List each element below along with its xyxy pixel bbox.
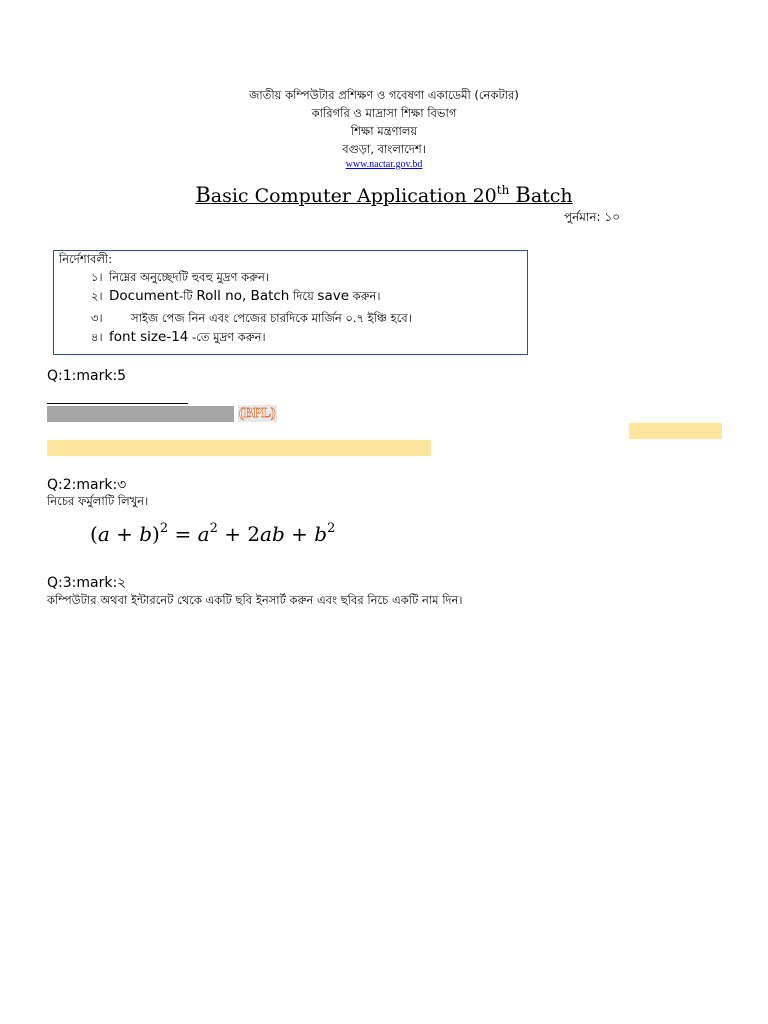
text-underline (47, 403, 188, 404)
location: বগুড়া, বাংলাদেশ। (342, 142, 426, 156)
website-link[interactable]: www.nactar.gov.bd (345, 159, 423, 170)
ministry-name: শিক্ষা মন্ত্রণালয় (350, 124, 418, 138)
full-mark: পুর্নমান: ১০ (563, 210, 620, 224)
instruction-item: ১। নিম্নের অনুচ্ছেদটি হুবহু মুদ্রণ করুন। (91, 270, 269, 284)
document-header (0, 86, 768, 172)
question-2-instruction: নিচের ফর্মুলাটি লিখুন। (47, 494, 149, 508)
instructions-heading: নির্দেশাবলী: (59, 252, 113, 266)
academy-name: জাতীয় কম্পিউটার প্রশিক্ষণ ও গবেষণা একাডেমী (নেকটার) (249, 88, 519, 102)
question-2-label: Q:2:mark:৩ (47, 477, 127, 493)
page-title: Basic Computer Application 20th Batch (195, 183, 573, 207)
highlight-block (47, 440, 431, 456)
math-formula: $(a + b)^2 = a^2 + 2ab + b^2$ (90, 521, 336, 546)
question-3-label: Q:3:mark:২ (47, 575, 127, 591)
question-3-instruction: কম্পিউটার অথবা ইন্টারনেট থেকে একটি ছবি ইনসার্ট করুন এবং ছবির নিচে একটি নাম দিন। (47, 593, 463, 607)
gray-shaded-block (47, 406, 234, 422)
instruction-item: ৪। font size-14 -তে মুদ্রণ করুন। (91, 329, 266, 345)
question-1-label: Q:1:mark:5 (47, 368, 127, 384)
division-name: কারিগরি ও মাদ্রাসা শিক্ষা বিভাগ (311, 106, 457, 120)
highlight-block (629, 423, 722, 439)
instruction-item: ৩। সাইজ পেজ নিন এবং পেজের চারদিকে মার্জিন ০.৭ ইঞ্চি হবে। (91, 311, 412, 325)
instruction-item: ২। Document-টি Roll no, Batch দিয়ে save করুন। (91, 288, 381, 304)
bpl-wordart: (BPL) (239, 406, 276, 421)
instructions-box (53, 250, 528, 355)
